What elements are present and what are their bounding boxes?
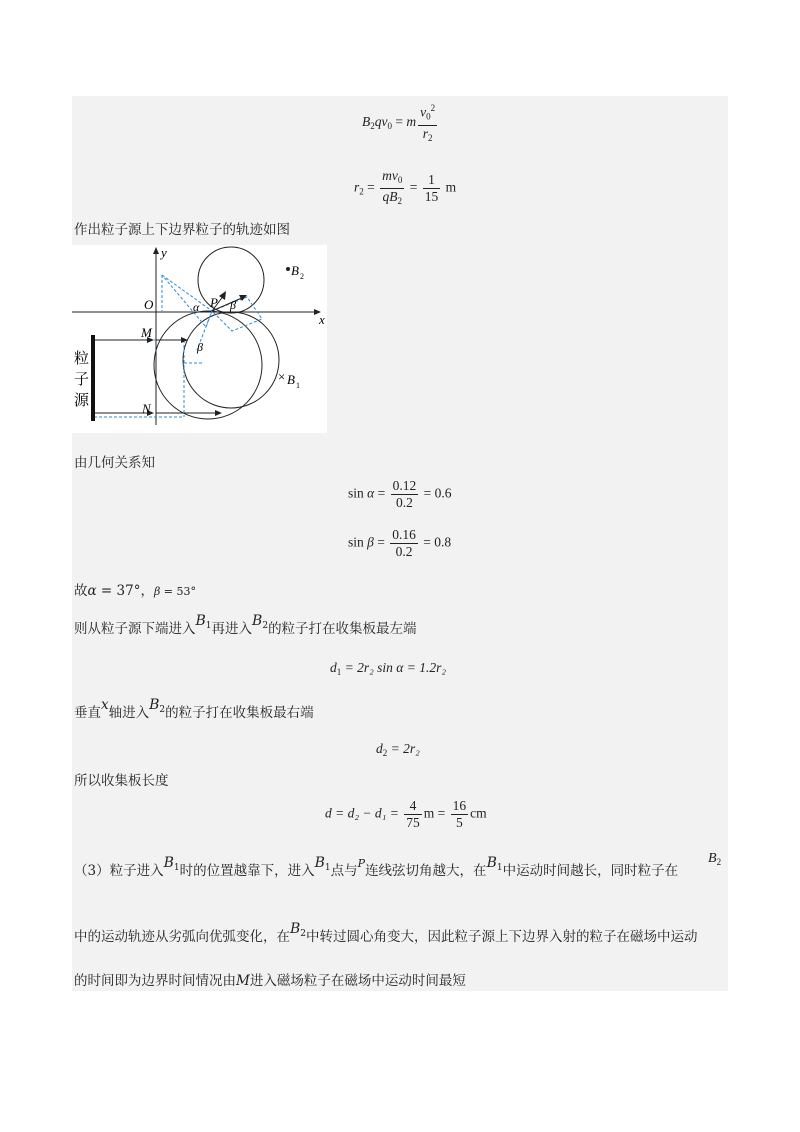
para3-b2-overflow: $B_2$ xyxy=(708,851,722,867)
label-n: N xyxy=(142,401,151,416)
label-m: M xyxy=(141,325,152,340)
dashed-triangle-upper xyxy=(162,275,212,327)
label-b1: B xyxy=(287,372,295,387)
dashed-quad-right xyxy=(212,297,262,331)
y-axis-arrow xyxy=(153,247,159,254)
arrow-n-inner-head xyxy=(215,410,222,416)
para3-line2: 中的运动轨迹从劣弧向优弧变化，在$B_2$中转过圆心角变大，因此粒子源上下边界入射的粒子在磁场中运动 xyxy=(74,921,698,945)
label-p: P xyxy=(210,295,218,310)
equation-lorentz-force: $B_2qv_0 = m$ $\frac{v_0^2}{r_2}$ xyxy=(362,100,439,146)
label-b2: B xyxy=(291,263,299,278)
equation-plate-length: d = d₂ − d₁ = $\frac{4}{75}$ m = $\frac{16}{5}$ cm xyxy=(325,798,487,830)
equation-sin-alpha: sin α = $\frac{0.12}{0.2}$ = 0.6 xyxy=(348,478,452,510)
text-geometry: 由几何关系知 xyxy=(74,455,155,471)
text-plate-length: 所以收集板长度 xyxy=(74,773,169,789)
para3-line1: （3）粒子进入$B_1$时的位置越靠下，进入$B_1$点与$^P$连线弦切角越大，在$B_1$中运动时间越长，同时粒子在 xyxy=(74,855,679,879)
trajectory-diagram xyxy=(72,245,327,433)
para3-line3: 的时间即为边界时间情况由M进入磁场粒子在磁场中运动时间最短 xyxy=(74,973,466,989)
text-leftmost: 则从粒子源下端进入$B_1$再进入$B_2$的粒子打在收集板最左端 xyxy=(74,613,417,637)
equation-radius: $r_2$ = $\frac{mv_0}{qB_2}$ = $\frac{1}{15}$ m xyxy=(354,168,457,206)
b1-large-circle xyxy=(183,312,279,408)
source-char-1: 粒 xyxy=(74,349,90,367)
text-trajectory-intro: 作出粒子源上下边界粒子的轨迹如图 xyxy=(74,222,290,238)
equation-d1: $d_1 = 2r_2$ sin α = 1.2r₂ xyxy=(330,660,447,677)
label-b1-sub: 1 xyxy=(296,381,300,390)
equation-sin-beta: sin β = $\frac{0.16}{0.2}$ = 0.8 xyxy=(348,527,452,559)
label-y: y xyxy=(161,245,167,260)
text-angles: 故α = 37°，β = 53° xyxy=(74,583,197,599)
equation-d2: $d_2 = 2r_2$ xyxy=(376,741,420,758)
b2-dot-symbol xyxy=(286,267,290,271)
b1-trajectory-circle xyxy=(154,311,262,419)
arrow-p-head xyxy=(219,291,226,300)
particle-source-plate xyxy=(91,335,95,421)
text-rightmost: 垂直x轴进入$B_2$的粒子打在收集板最右端 xyxy=(74,697,314,721)
label-beta-lower: β xyxy=(197,340,203,354)
label-o: O xyxy=(144,297,154,312)
label-beta: β xyxy=(230,298,236,312)
label-b2-sub: 2 xyxy=(300,272,304,281)
source-char-3: 源 xyxy=(74,391,90,409)
source-char-2: 子 xyxy=(74,370,90,388)
label-alpha: α xyxy=(193,300,200,314)
label-x: x xyxy=(319,312,325,327)
b1-cross-symbol: × xyxy=(278,369,286,384)
